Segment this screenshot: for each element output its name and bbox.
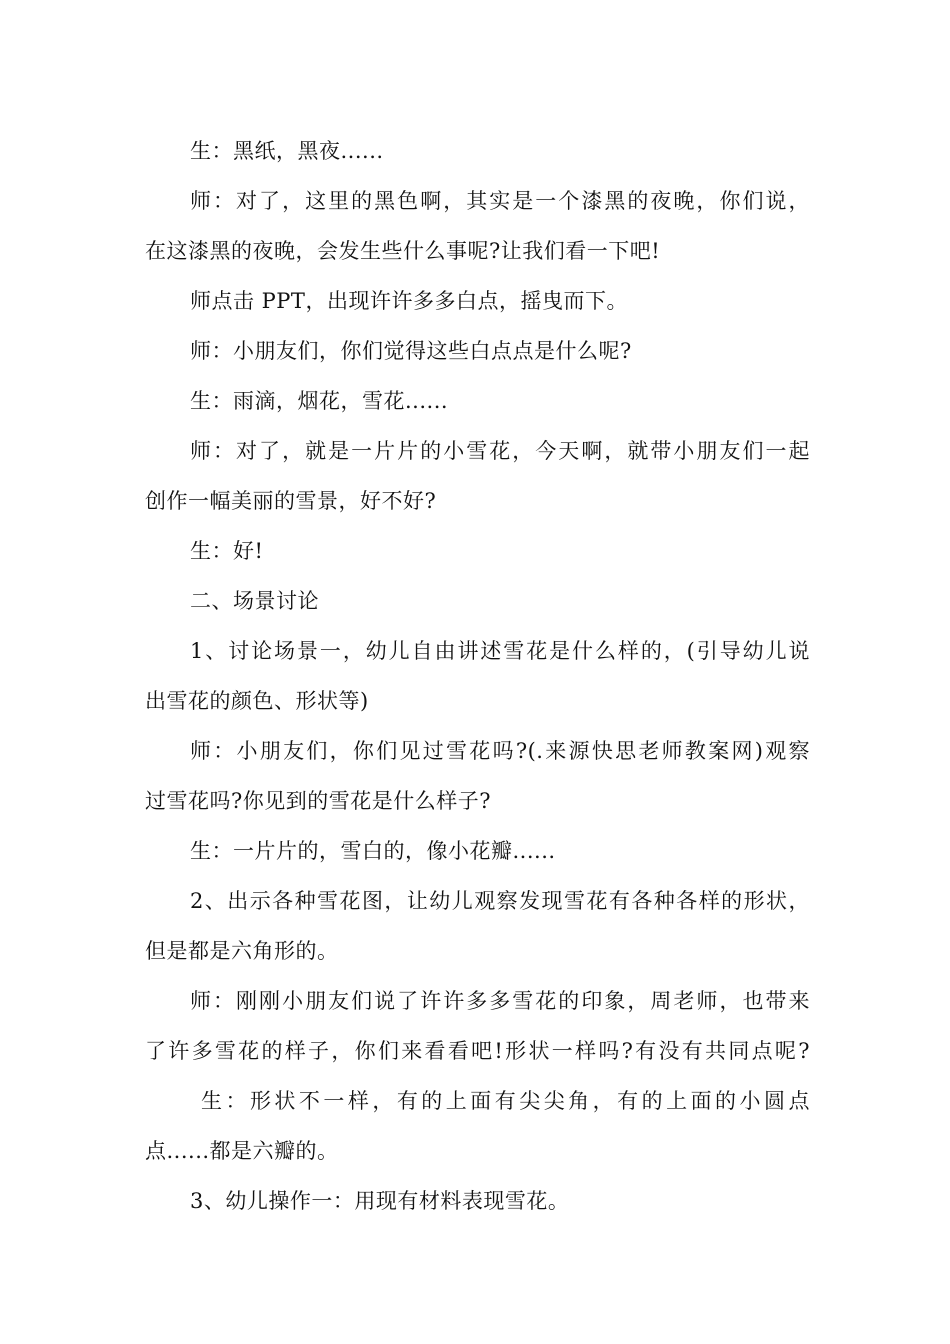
text-line: 创作一幅美丽的雪景，好不好? xyxy=(145,489,437,513)
text-line: 生：好! xyxy=(190,539,264,563)
section-heading: 二、场景讨论 xyxy=(190,589,319,613)
text-line: 1、讨论场景一，幼儿自由讲述雪花是什么样的，(引导幼儿说 xyxy=(190,639,810,663)
text-line: 出雪花的颜色、形状等) xyxy=(145,689,369,713)
text-line: 师：对了，这里的黑色啊，其实是一个漆黑的夜晚，你们说， xyxy=(190,189,810,213)
text-line: 3、幼儿操作一：用现有材料表现雪花。 xyxy=(190,1189,570,1213)
text-line: 师：小朋友们，你们觉得这些白点点是什么呢? xyxy=(190,339,632,363)
text-line: 师：小朋友们，你们见过雪花吗?(.来源快思老师教案网)观察 xyxy=(190,739,810,763)
text-line: 2、出示各种雪花图，让幼儿观察发现雪花有各种各样的形状， xyxy=(190,889,810,913)
text-line: 了许多雪花的样子，你们来看看吧!形状一样吗?有没有共同点呢? xyxy=(145,1039,810,1063)
text-line: 师：刚刚小朋友们说了许许多多雪花的印象，周老师，也带来 xyxy=(190,989,810,1013)
text-line: 在这漆黑的夜晚，会发生些什么事呢?让我们看一下吧! xyxy=(145,239,661,263)
text-line: 点......都是六瓣的。 xyxy=(145,1139,339,1163)
text-line: 师点击 PPT，出现许许多多白点，摇曳而下。 xyxy=(190,289,628,313)
text-line: 生：雨滴，烟花，雪花...... xyxy=(190,389,449,413)
text-line: 生：形状不一样，有的上面有尖尖角，有的上面的小圆点 xyxy=(201,1089,810,1113)
text-line: 生：一片片的，雪白的，像小花瓣...... xyxy=(190,839,556,863)
text-line: 师：对了，就是一片片的小雪花，今天啊，就带小朋友们一起 xyxy=(190,439,810,463)
text-line: 过雪花吗?你见到的雪花是什么样子? xyxy=(145,789,492,813)
text-line: 但是都是六角形的。 xyxy=(145,939,339,963)
text-line: 生：黑纸，黑夜...... xyxy=(190,139,384,163)
